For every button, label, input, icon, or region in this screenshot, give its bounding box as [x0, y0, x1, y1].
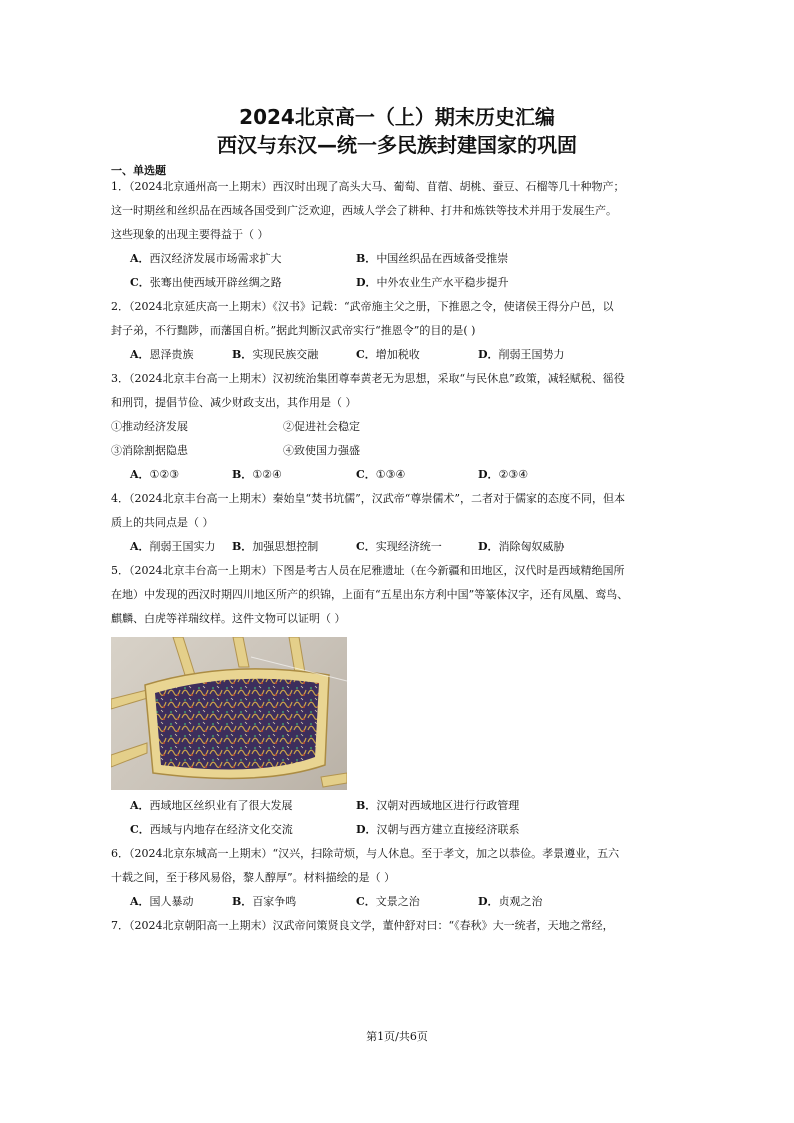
q4-option-c[interactable]: C．实现经济统一	[356, 540, 442, 553]
q4-option-a[interactable]: A．削弱王国实力	[130, 540, 216, 553]
q5-line-1: 5．（2024北京丰台高一上期末）下图是考古人员在尼雅遗址（在今新疆和田地区，汉代时是西域精绝国所	[111, 564, 625, 577]
q2-line-1: 2．（2024北京延庆高一上期末）《汉书》记载：“武帝施主父之册，下推恩之令，使诸侯王得分户邑，以	[111, 300, 614, 313]
document-title: 2024北京高一（上）期末历史汇编	[239, 105, 555, 129]
q2-option-c[interactable]: C．增加税收	[356, 348, 420, 361]
q2-line-2: 封子弟，不行黜陟，而藩国自析。”据此判断汉武帝实行“推恩令”的目的是( )	[111, 324, 476, 337]
q4-option-b[interactable]: B．加强思想控制	[232, 540, 319, 553]
q3-line-1: 3．（2024北京丰台高一上期末）汉初统治集团尊奉黄老无为思想，采取“与民休息”政策，减轻赋税、徭役	[111, 372, 625, 385]
q4-option-d[interactable]: D．消除匈奴威胁	[478, 540, 565, 553]
q6-option-a[interactable]: A．国人暴动	[130, 895, 194, 908]
brocade-illustration	[111, 637, 347, 790]
q3-option-a[interactable]: A．①②③	[130, 468, 180, 481]
q3-item-1: ①推动经济发展	[111, 420, 188, 433]
q5-option-b[interactable]: B．汉朝对西域地区进行行政管理	[356, 799, 520, 812]
section-heading: 一、单选题	[111, 164, 166, 177]
q5-option-d[interactable]: D．汉朝与西方建立直接经济联系	[356, 823, 520, 836]
q1-option-c[interactable]: C．张骞出使西域开辟丝绸之路	[130, 276, 282, 289]
q6-option-d[interactable]: D．贞观之治	[478, 895, 543, 908]
q5-option-c[interactable]: C．西域与内地存在经济文化交流	[130, 823, 293, 836]
q3-item-2: ②促进社会稳定	[283, 420, 360, 433]
q3-option-c[interactable]: C．①③④	[356, 468, 406, 481]
q3-item-3: ③消除割据隐患	[111, 444, 188, 457]
q4-line-1: 4．（2024北京丰台高一上期末）秦始皇“焚书坑儒”，汉武帝“尊崇儒术”，二者对于儒家的态度不同，但本	[111, 492, 625, 505]
q2-option-d[interactable]: D．削弱王国势力	[478, 348, 565, 361]
q2-option-a[interactable]: A．恩泽贵族	[130, 348, 194, 361]
brocade-photo	[111, 637, 347, 790]
page-footer: 第1页/共6页	[366, 1030, 428, 1043]
q6-option-b[interactable]: B．百家争鸣	[232, 895, 297, 908]
q6-line-2: 十载之间，至于移风易俗，黎人醇厚”。材料描绘的是（ ）	[111, 871, 396, 884]
q5-line-3: 麒麟、白虎等祥瑞纹样。这件文物可以证明（ ）	[111, 612, 346, 625]
q1-option-d[interactable]: D．中外农业生产水平稳步提升	[356, 276, 509, 289]
q1-option-b[interactable]: B．中国丝织品在西域备受推崇	[356, 252, 509, 265]
q5-option-a[interactable]: A．西域地区丝织业有了很大发展	[130, 799, 293, 812]
q3-line-2: 和刑罚，提倡节俭、减少财政支出，其作用是（ ）	[111, 396, 357, 409]
q1-option-a[interactable]: A．西汉经济发展市场需求扩大	[130, 252, 282, 265]
document-subtitle: 西汉与东汉—统一多民族封建国家的巩固	[217, 133, 577, 157]
q4-line-2: 质上的共同点是（ ）	[111, 516, 214, 529]
q1-line-3: 这些现象的出现主要得益于（ ）	[111, 228, 269, 241]
q3-option-d[interactable]: D．②③④	[478, 468, 529, 481]
q1-line-2: 这一时期丝和丝织品在西域各国受到广泛欢迎，西域人学会了耕种、打井和炼铁等技术并用于发展生产。	[111, 204, 617, 217]
q3-item-4: ④致使国力强盛	[283, 444, 360, 457]
q5-line-2: 在地）中发现的西汉时期四川地区所产的织锦，上面有“五星出东方利中国”等篆体汉字，还有凤凰、鸾鸟、	[111, 588, 629, 601]
q1-line-1: 1．（2024北京通州高一上期末）西汉时出现了高头大马、葡萄、苜蓿、胡桃、蚕豆、石榴等几十种物产；	[111, 180, 625, 193]
q7-line-1: 7．（2024北京朝阳高一上期末）汉武帝问策贤良文学，董仲舒对曰：“《春秋》大一统者，天地之常经，	[111, 919, 614, 932]
q2-option-b[interactable]: B．实现民族交融	[232, 348, 319, 361]
q6-option-c[interactable]: C．文景之治	[356, 895, 420, 908]
q6-line-1: 6．（2024北京东城高一上期末）“汉兴，扫除苛烦，与人休息。至于孝文，加之以恭俭。孝景遵业，五六	[111, 847, 620, 860]
q3-option-b[interactable]: B．①②④	[232, 468, 282, 481]
